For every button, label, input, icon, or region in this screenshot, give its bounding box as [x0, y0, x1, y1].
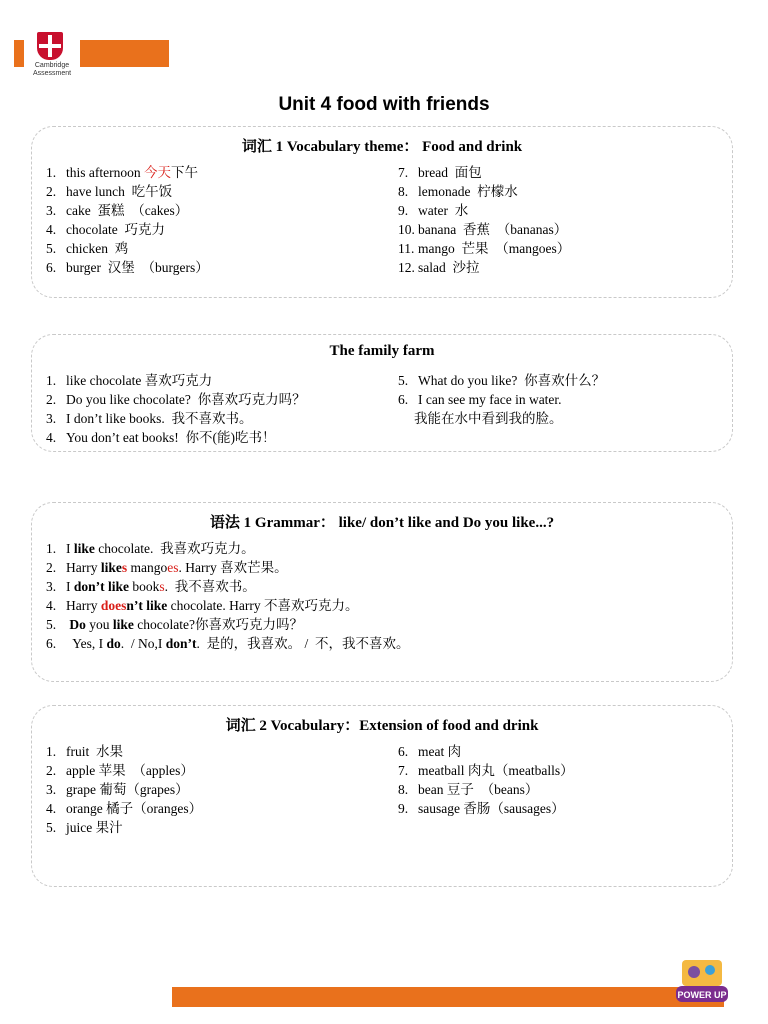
list-item [46, 201, 209, 220]
item-text: chocolate. 我喜欢巧克力。 [94, 541, 255, 556]
item-text: . 是的，我喜欢。 / 不，我不喜欢。 [196, 636, 410, 651]
section-title: 语法 1 Grammar： like/ don’t like and Do you like...? [209, 515, 555, 531]
section-grammar [31, 502, 733, 682]
item-text: meat 肉 [418, 744, 462, 759]
item-text: s [159, 579, 165, 594]
item-text: You don’t eat books! 你不(能)吃书！ [66, 430, 276, 445]
list-item [398, 780, 574, 799]
list-item [398, 163, 570, 182]
item-text: you [85, 617, 113, 632]
item-number: 6. [398, 744, 409, 759]
character-icon [688, 966, 700, 978]
item-text: juice 果汁 [66, 820, 123, 835]
list-item [46, 371, 306, 390]
item-number: 1. [46, 373, 57, 388]
right-column [398, 371, 605, 428]
list-item [46, 818, 202, 837]
list-item [46, 239, 209, 258]
item-text: 今天 [143, 165, 171, 180]
item-number: 1. [46, 165, 57, 180]
badge-top-icon [682, 960, 722, 986]
item-number: 10. [398, 222, 415, 237]
list-item [398, 761, 574, 780]
section-vocabulary-theme [31, 126, 733, 298]
item-text: have lunch 吃午饭 [66, 184, 173, 199]
item-text: I [66, 579, 74, 594]
left-column [46, 539, 410, 653]
right-column [398, 163, 570, 277]
item-text: lemonade 柠檬水 [418, 184, 518, 199]
item-text: like [112, 617, 134, 632]
item-number: 3. [46, 411, 57, 426]
item-text: What do you like? 你喜欢什么？ [418, 373, 606, 388]
item-text: sausage 香肠（sausages） [418, 801, 565, 816]
cambridge-logo [24, 30, 80, 82]
item-text: grape 葡萄（grapes） [66, 782, 189, 797]
item-text: s [121, 560, 128, 575]
list-item [46, 182, 209, 201]
item-text: does [100, 598, 127, 613]
item-text: mango [127, 560, 168, 575]
item-number: 3. [46, 782, 57, 797]
item-text: apple 苹果 （apples） [66, 763, 194, 778]
list-item [398, 239, 570, 258]
item-text: water 水 [418, 203, 469, 218]
list-item [398, 182, 570, 201]
item-text: bread 面包 [418, 165, 482, 180]
list-item [398, 220, 570, 239]
list-item [398, 258, 570, 277]
item-text: I can see my face in water. [418, 392, 562, 407]
list-item [46, 799, 202, 818]
item-number: 4. [46, 222, 57, 237]
item-text: . / No,I [120, 636, 166, 651]
section-title: 词汇 1 Vocabulary theme： Food and drink [241, 139, 523, 155]
item-number: 5. [398, 373, 409, 388]
badge-text: POWER UP [677, 990, 727, 1000]
item-text: chocolate?你喜欢巧克力吗？ [133, 617, 303, 632]
item-text: do [106, 636, 121, 651]
item-number: 3. [46, 203, 57, 218]
list-item [46, 596, 410, 615]
logo-line-1: Cambridge [34, 62, 70, 69]
list-item [46, 761, 202, 780]
item-text: es [167, 560, 179, 575]
item-number: 1. [46, 541, 57, 556]
item-text: cake 蛋糕 （cakes） [66, 203, 189, 218]
list-item [46, 634, 410, 653]
section-family-farm [31, 334, 733, 452]
section-title: The family farm [329, 343, 435, 359]
list-item [46, 163, 209, 182]
item-text: . 我不喜欢书。 [164, 579, 256, 594]
item-text: burger 汉堡 （burgers） [66, 260, 209, 275]
item-text: meatball 肉丸（meatballs） [418, 763, 574, 778]
left-column [46, 371, 306, 447]
character-icon [705, 965, 715, 975]
item-text: chicken 鸡 [66, 241, 129, 256]
item-number: 9. [398, 801, 409, 816]
list-item [398, 409, 605, 428]
footer-orange-bar [172, 987, 727, 1007]
item-text: like [100, 560, 122, 575]
list-item [46, 615, 410, 634]
item-number: 4. [46, 430, 57, 445]
right-column [398, 742, 574, 818]
item-text: this afternoon [66, 165, 144, 180]
item-text: book [129, 579, 160, 594]
section-vocabulary-extension [31, 705, 733, 887]
item-number: 7. [398, 165, 409, 180]
list-item [398, 371, 605, 390]
item-number: 5. [46, 241, 57, 256]
item-text: like [73, 541, 95, 556]
item-text: salad 沙拉 [418, 260, 480, 275]
item-text: Yes, I [66, 636, 107, 651]
list-item [398, 201, 570, 220]
item-text: Do you like chocolate? 你喜欢巧克力吗？ [66, 392, 306, 407]
item-text: don’t like [73, 579, 130, 594]
item-text: 下午 [170, 165, 198, 180]
section-title: 词汇 2 Vocabulary：Extension of food and drink [225, 718, 539, 734]
item-number: 12. [398, 260, 415, 275]
item-text: chocolate 巧克力 [66, 222, 165, 237]
left-column [46, 742, 202, 837]
item-number: 6. [46, 260, 57, 275]
item-text: I [66, 541, 74, 556]
list-item [398, 799, 574, 818]
item-text: n’t like [126, 598, 168, 613]
item-number: 2. [46, 763, 57, 778]
list-item [46, 577, 410, 596]
list-item [46, 390, 306, 409]
item-text: like chocolate 喜欢巧克力 [66, 373, 213, 388]
item-number: 4. [46, 598, 57, 613]
item-number: 11. [398, 241, 415, 256]
item-number: 4. [46, 801, 57, 816]
item-number: 2. [46, 392, 57, 407]
item-text: mango 芒果 （mangoes） [418, 241, 571, 256]
item-text: 我能在水中看到我的脸。 [414, 411, 563, 426]
list-item [46, 220, 209, 239]
item-text: chocolate. Harry 不喜欢巧克力。 [167, 598, 359, 613]
list-item [46, 258, 209, 277]
page-title: Unit 4 food with friends [278, 94, 490, 115]
list-item [398, 390, 605, 409]
power-up-logo [672, 954, 732, 1010]
item-number: 3. [46, 579, 57, 594]
list-item [46, 780, 202, 799]
list-item [398, 742, 574, 761]
item-number: 7. [398, 763, 409, 778]
item-number: 9. [398, 203, 409, 218]
item-number: 6. [46, 636, 57, 651]
item-text: . Harry 喜欢芒果。 [178, 560, 288, 575]
item-number: 6. [398, 392, 409, 407]
item-text: Harry [66, 598, 101, 613]
item-text: banana 香蕉 （bananas） [418, 222, 568, 237]
item-text: Do [69, 617, 86, 632]
list-item [46, 742, 202, 761]
left-column [46, 163, 209, 277]
item-number: 8. [398, 782, 409, 797]
item-text: bean 豆子 （beans） [418, 782, 539, 797]
item-text: Harry [66, 560, 101, 575]
item-number: 2. [46, 184, 57, 199]
item-text: I don’t like books. 我不喜欢书。 [66, 411, 253, 426]
item-number: 5. [46, 820, 57, 835]
item-text: fruit 水果 [66, 744, 123, 759]
item-text: orange 橘子（oranges） [66, 801, 203, 816]
list-item [46, 539, 410, 558]
item-number: 5. [46, 617, 57, 632]
shield-icon [37, 32, 63, 60]
logo-line-2: Assessment [32, 70, 72, 77]
list-item [46, 428, 306, 447]
item-text: don’t [165, 636, 197, 651]
list-item [46, 558, 410, 577]
list-item [46, 409, 306, 428]
item-number: 2. [46, 560, 57, 575]
item-number: 8. [398, 184, 409, 199]
item-number: 1. [46, 744, 57, 759]
